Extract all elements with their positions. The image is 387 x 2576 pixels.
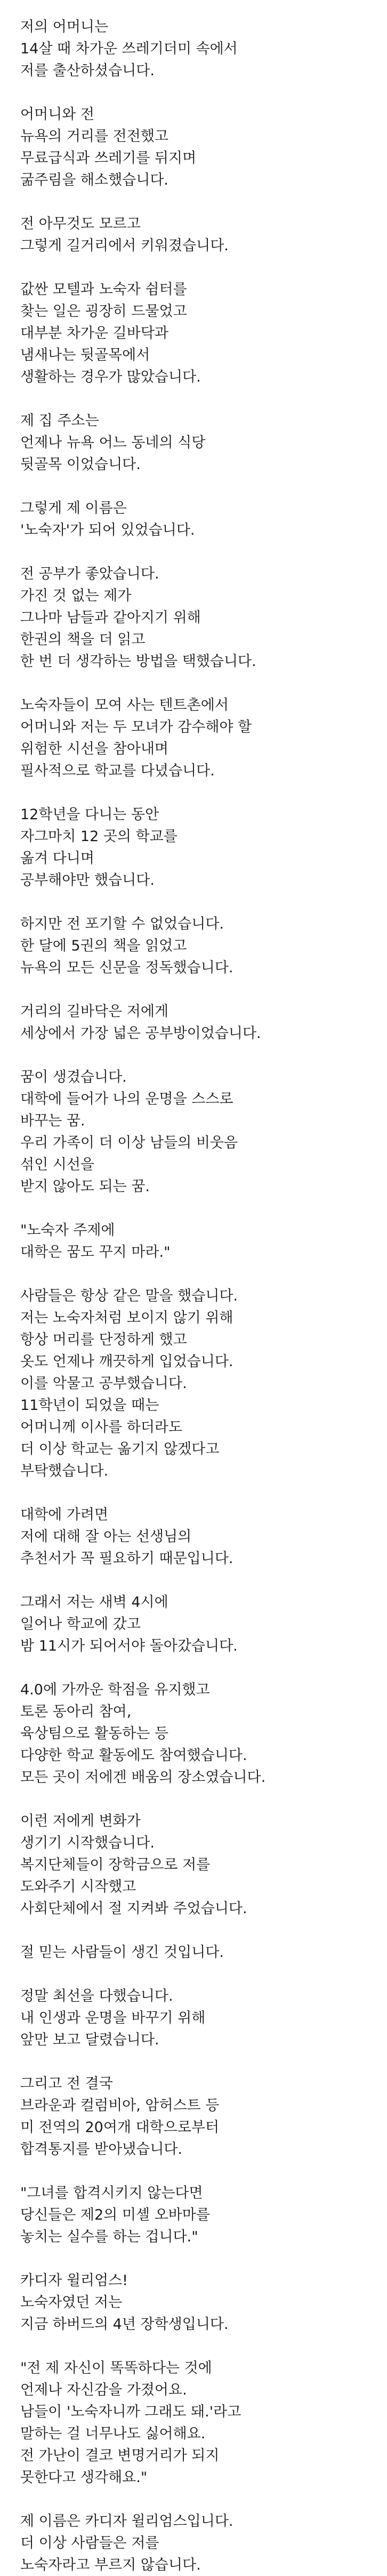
text-line: 지금 하버드의 4년 장학생입니다. (20, 2316, 229, 2333)
text-line: 토론 동아리 참여, (20, 1703, 132, 1720)
text-line: 우리 가족이 더 이상 남들의 비웃음 (20, 1135, 238, 1151)
text-line: 생활하는 경우가 많았습니다. (20, 369, 201, 385)
text-line: 바꾸는 꿈. (20, 1113, 85, 1129)
text-line: 노숙자라고 부르지 않습니다. (20, 2557, 201, 2573)
text-line: 어머니께 이사를 하더라도 (20, 1419, 183, 1436)
paragraph (20, 1504, 367, 1570)
text-line: 미 전역의 20여개 대학으로부터 (20, 2119, 220, 2136)
text-line: 남들이 '노숙자니까 그래도 돼.'라고 (20, 2404, 241, 2420)
text-line: 14살 때 차가운 쓰레기더미 속에서 (20, 41, 238, 57)
paragraph (20, 279, 367, 388)
text-line: 제 집 주소는 (20, 413, 99, 429)
text-line: 브라운과 컬럼비아, 암허스트 등 (20, 2097, 220, 2114)
paragraph (20, 410, 367, 475)
paragraph (20, 913, 367, 979)
text-line: 전 가난이 결코 변명거리가 되지 (20, 2447, 220, 2464)
text-line: 도와주기 시작했고 (20, 1879, 136, 1895)
text-line: 가진 것 없는 제가 (20, 588, 132, 604)
text-line: 일어나 학교에 갔고 (20, 1616, 141, 1632)
paragraph (20, 1001, 367, 1044)
paragraph (20, 2510, 367, 2576)
text-line: 12학년을 다니는 동안 (20, 806, 159, 823)
text-line: 부탁했습니다. (20, 1463, 109, 1479)
text-line: 사람들은 항상 같은 말을 했습니다. (20, 1288, 238, 1304)
text-line: 이런 저에게 변화가 (20, 1813, 141, 1829)
text-line: 뉴욕의 거리를 전전했고 (20, 128, 168, 145)
text-line: 제 이름은 카디자 윌리엄스입니다. (20, 2513, 233, 2530)
text-line: 언제나 뉴욕 어느 동네의 식당 (20, 434, 206, 451)
text-line: 더 이상 학교는 옮기지 않겠다고 (20, 1441, 220, 1457)
text-line: 사회단체에서 절 지켜봐 주었습니다. (20, 1900, 247, 1917)
text-line: 추천서가 꼭 필요하기 때문입니다. (20, 1550, 233, 1567)
text-line: 더 이상 사람들은 저를 (20, 2535, 159, 2551)
text-line: 밤 11시가 되어서야 돌아갔습니다. (20, 1638, 238, 1654)
text-line: 이를 악물고 공부했습니다. (20, 1375, 187, 1392)
paragraph (20, 1219, 367, 1263)
text-line: 무료급식과 쓰레기를 뒤지며 (20, 150, 197, 167)
paragraph (20, 1066, 367, 1198)
text-line: 저의 어머니는 (20, 19, 109, 35)
paragraph (20, 2073, 367, 2160)
text-line: "그녀를 합격시키지 않는다면 (20, 2185, 203, 2201)
paragraph (20, 2357, 367, 2488)
text-line: 모든 곳이 저에겐 배움의 장소였습니다. (20, 1769, 266, 1786)
text-line: 4.0에 가까운 학점을 유지했고 (20, 1682, 210, 1698)
text-line: 카디자 윌리엄스! (20, 2272, 128, 2289)
text-line: 뉴욕의 모든 신문을 정독했습니다. (20, 960, 233, 976)
text-line: 노숙자였던 저는 (20, 2294, 123, 2311)
paragraph (20, 1591, 367, 1657)
text-line: 섞인 시선을 (20, 1156, 94, 1173)
text-line: 그렇게 길거리에서 키워졌습니다. (20, 237, 229, 254)
text-line: 그래서 저는 새벽 4시에 (20, 1594, 168, 1611)
text-line: 당신들은 제2의 미셸 오바마를 (20, 2207, 210, 2223)
text-line: 못한다고 생각해요." (20, 2469, 148, 2486)
paragraph (20, 1285, 367, 1482)
text-line: 대학에 가려면 (20, 1507, 109, 1523)
text-line: 자그마치 12 곳의 학교를 (20, 828, 178, 845)
text-line: 다양한 학교 활동에도 참여했습니다. (20, 1747, 247, 1764)
text-line: 값싼 모텔과 노숙자 쉼터를 (20, 281, 187, 298)
paragraph (20, 563, 367, 672)
text-line: 세상에서 가장 넓은 공부방이었습니다. (20, 1025, 261, 1042)
text-line: 어머니와 저는 두 모녀가 감수해야 할 (20, 719, 252, 735)
text-line: 전 아무것도 모르고 (20, 216, 141, 232)
text-line: 필사적으로 학교를 다녔습니다. (20, 763, 215, 779)
text-line: 뒷골목 이었습니다. (20, 456, 141, 473)
text-line: 저를 출산하셨습니다. (20, 62, 155, 79)
text-line: 정말 최선을 다했습니다. (20, 1988, 173, 2004)
text-line: 하지만 전 포기할 수 없었습니다. (20, 916, 224, 932)
paragraph (20, 213, 367, 257)
text-line: "노숙자 주제에 (20, 1222, 115, 1239)
text-line: 육상팀으로 활동하는 등 (20, 1725, 168, 1742)
paragraph (20, 694, 367, 782)
text-line: 저에 대해 잘 아는 선생님의 (20, 1528, 192, 1545)
text-line: 전 공부가 좋았습니다. (20, 566, 159, 582)
paragraph (20, 2182, 367, 2248)
text-line: 저는 노숙자처럼 보이지 않기 위해 (20, 1310, 233, 1326)
text-line: 옮겨 다니며 (20, 850, 94, 867)
text-line: 항상 머리를 단정하게 했고 (20, 1331, 187, 1348)
text-line: 절 믿는 사람들이 생긴 것입니다. (20, 1944, 224, 1961)
text-line: 대학에 들어가 나의 운명을 스스로 (20, 1091, 233, 1107)
text-line: 합격통지를 받아냈습니다. (20, 2141, 183, 2158)
text-line: 그렇게 제 이름은 (20, 500, 127, 517)
text-line: 공부해야만 했습니다. (20, 872, 155, 889)
text-line: 받지 않아도 되는 꿈. (20, 1178, 150, 1195)
text-line: 한 번 더 생각하는 방법을 택했습니다. (20, 653, 256, 670)
paragraph (20, 1679, 367, 1788)
paragraph (20, 1941, 367, 1963)
text-line: 굶주림을 해소했습니다. (20, 172, 168, 188)
text-line: 그나마 남들과 같아지기 위해 (20, 609, 201, 626)
text-line: 대학은 꿈도 꾸지 마라." (20, 1244, 171, 1261)
paragraph (20, 16, 367, 82)
paragraph (20, 1985, 367, 2051)
text-line: 냄새나는 뒷골목에서 (20, 347, 150, 363)
text-line: 찾는 일은 굉장히 드물었고 (20, 303, 187, 320)
text-line: 한권의 책을 더 읽고 (20, 631, 146, 648)
paragraph (20, 497, 367, 541)
text-line: 대부분 차가운 길바닥과 (20, 325, 168, 342)
text-line: 노숙자들이 모여 사는 텐트촌에서 (20, 697, 229, 714)
text-line: 그리고 전 결국 (20, 2075, 113, 2092)
text-line: 한 달에 5권의 책을 읽었고 (20, 938, 187, 954)
text-line: 복지단체들이 장학금으로 저를 (20, 1857, 211, 1873)
paragraph (20, 1810, 367, 1920)
text-line: 내 인생과 운명을 바꾸기 위해 (20, 2010, 206, 2026)
text-line: 어머니와 전 (20, 106, 94, 123)
text-line: 위험한 시선을 참아내며 (20, 741, 168, 757)
text-line: "전 제 자신이 똑똑하다는 것에 (20, 2360, 212, 2376)
text-line: 옷도 언제나 깨끗하게 입었습니다. (20, 1353, 233, 1370)
text-line: 거리의 길바닥은 저에게 (20, 1003, 168, 1020)
text-line: 꿈이 생겼습니다. (20, 1069, 127, 1085)
paragraph (20, 2270, 367, 2335)
text-line: 생기기 시작했습니다. (20, 1835, 155, 1851)
text-line: 11학년이 되었을 때는 (20, 1397, 159, 1414)
text-line: 놓치는 실수를 하는 겁니다." (20, 2229, 198, 2245)
text-line: 언제나 자신감을 가졌어요. (20, 2382, 187, 2398)
text-line: 말하는 걸 너무나도 싫어해요. (20, 2426, 206, 2442)
paragraph (20, 804, 367, 891)
text-line: 앞만 보고 달렸습니다. (20, 2032, 159, 2048)
paragraph (20, 104, 367, 191)
text-line: '노숙자'가 되어 있었습니다. (20, 522, 195, 538)
